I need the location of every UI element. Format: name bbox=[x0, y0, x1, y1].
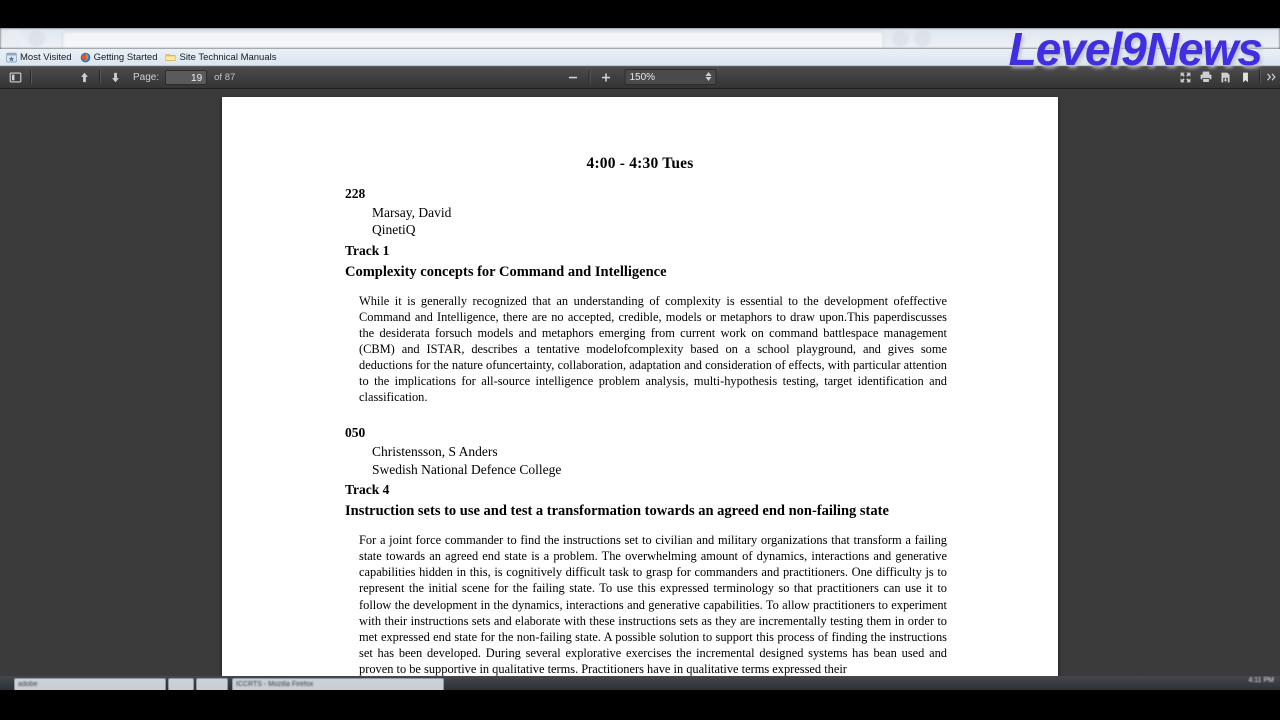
next-page-button[interactable] bbox=[106, 68, 125, 87]
browser-window bbox=[0, 28, 1280, 676]
zoom-level-select[interactable] bbox=[625, 69, 717, 85]
taskbar-item[interactable] bbox=[168, 678, 194, 690]
bookmark-site-technical-manuals[interactable] bbox=[163, 50, 282, 65]
zoom-level-value: 150% bbox=[629, 71, 656, 83]
previous-page-button[interactable] bbox=[75, 68, 94, 87]
os-taskbar bbox=[0, 676, 1280, 690]
page-number-label: Page: bbox=[133, 71, 160, 83]
chevron-double-right-icon bbox=[1266, 71, 1278, 83]
page-up-arrow-icon bbox=[78, 71, 91, 84]
channel-watermark: Level9News bbox=[1008, 23, 1262, 75]
forward-button[interactable] bbox=[28, 30, 45, 47]
toolbar-separator bbox=[589, 70, 591, 84]
entry-track: Track 4 bbox=[345, 482, 390, 498]
bookmark-label: Site Technical Manuals bbox=[179, 51, 277, 63]
page-count-label: of 87 bbox=[214, 71, 236, 83]
entry-abstract: While it is generally recognized that an understanding of complexity is essential to the development ofeffective Command and Intelligence, there are no accepted, credible, models or metaphors to draw upon.This paperdiscusses the desiderata forsuch models and metaphors emerging from current work on command battlespace management (CBM) and ISTAR, describes a tentative modelofcomplexity based on a school playground, and gives some deductions for the nature ofuncertainty, collaboration, adaptation and consideration of effects, with particular attention to the implications for all-source intelligence problem analysis, multi-hypothesis testing, target identification and classification. bbox=[359, 293, 947, 405]
zoom-out-icon bbox=[567, 71, 580, 84]
sidebar-toggle-button[interactable] bbox=[6, 68, 25, 87]
entry-abstract: For a joint force commander to find the instructions set to civilian and military organizations that transform a failing state towards an agreed end state is a problem. The overwhelming amount of dynamics, interactions and generative capabilities hidden in this, is cognitively difficult task to grasp for commanders and practitioners. One difficulty js to represent the initial scene for the failing state. To use this expressed terminology so that practitioners can use it to follow the development in the dynamics, interactions and generative capabilities. To allow practitioners to experiment with their instructions sets and elaborate with these instructions sets as they are incrementally testing them in order to met expressed end state for the non-failing state. A possible solution to support this process of finding the instructions set has been developed. During several explorative exercises the incremental designed systems has bean used and proven to be supportive in qualitative terms. Practitioners have in qualitative terms expressed their bbox=[359, 533, 947, 676]
back-button[interactable] bbox=[4, 29, 24, 49]
entry-author: Marsay, David bbox=[372, 205, 452, 220]
bookmark-most-visited[interactable] bbox=[4, 50, 78, 65]
reload-button[interactable] bbox=[892, 30, 909, 47]
zoom-spinner-icon bbox=[706, 72, 712, 81]
taskbar-clock: 4:11 PM bbox=[1248, 677, 1274, 684]
pdf-page-content bbox=[222, 97, 1058, 676]
entry-affiliation: Swedish National Defence College bbox=[372, 461, 562, 477]
home-button[interactable] bbox=[914, 30, 931, 47]
entry-id: 228 bbox=[345, 186, 366, 201]
toolbar-separator bbox=[99, 70, 101, 84]
entry-track: Track 1 bbox=[345, 242, 390, 258]
taskbar-item-label: adobe bbox=[18, 681, 38, 688]
entry-author: Christensson, S Anders bbox=[372, 444, 498, 460]
sidebar-toggle-icon bbox=[9, 71, 22, 84]
zoom-in-icon bbox=[600, 71, 613, 84]
taskbar-item[interactable] bbox=[196, 678, 228, 690]
firefox-globe-icon bbox=[80, 52, 91, 63]
taskbar-item[interactable] bbox=[14, 678, 166, 690]
zoom-out-button[interactable] bbox=[564, 68, 583, 87]
entry-title: Instruction sets to use and test a transformation towards an agreed end non-failing state bbox=[345, 503, 889, 520]
bookmark-getting-started[interactable] bbox=[78, 50, 164, 65]
zoom-in-button[interactable] bbox=[597, 68, 616, 87]
entry-id: 050 bbox=[345, 425, 366, 441]
page-title: 4:00 - 4:30 Tues bbox=[586, 155, 694, 172]
pdf-viewer-area[interactable] bbox=[0, 89, 1280, 676]
most-visited-icon bbox=[6, 52, 17, 63]
entry-affiliation: QinetiQ bbox=[372, 222, 416, 238]
pdf-page bbox=[222, 97, 1058, 676]
page-down-arrow-icon bbox=[109, 71, 122, 84]
toolbar-separator bbox=[30, 70, 32, 84]
bookmark-label: Most Visited bbox=[20, 51, 72, 63]
folder-icon bbox=[165, 52, 176, 63]
page-number-input[interactable]: 19 bbox=[165, 70, 207, 85]
taskbar-item[interactable] bbox=[232, 678, 444, 690]
entry-title: Complexity concepts for Command and Intelligence bbox=[345, 263, 667, 280]
taskbar-item-label: ICCRTS - Mozilla Firefox bbox=[236, 681, 314, 688]
secondary-toolbar-toggle[interactable] bbox=[1265, 68, 1278, 87]
bookmark-label: Getting Started bbox=[93, 51, 158, 63]
address-bar[interactable] bbox=[62, 31, 884, 49]
